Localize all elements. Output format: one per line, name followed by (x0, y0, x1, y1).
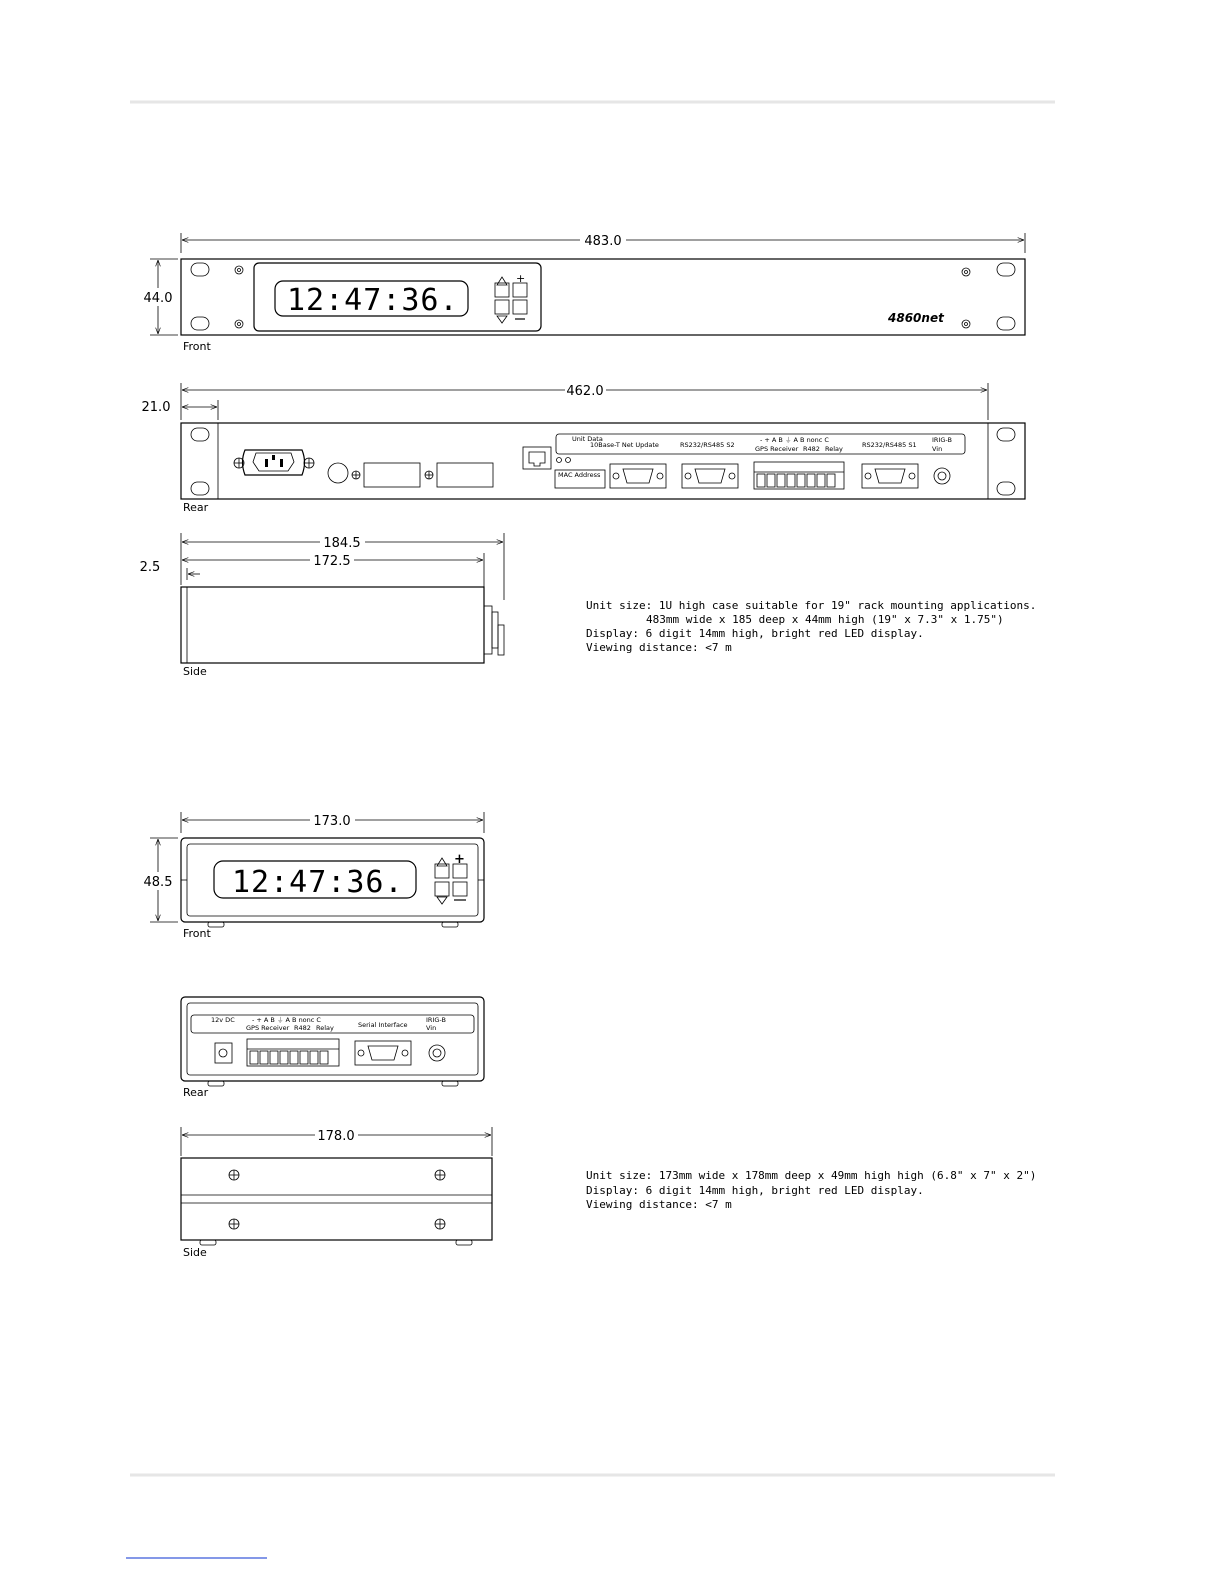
screw-icon (235, 266, 243, 274)
rack-spec-block (586, 599, 1036, 654)
desk-spec-block (586, 1169, 1036, 1211)
rack-side-view (140, 533, 504, 678)
up-arrow-icon (497, 277, 507, 285)
led-time: 12:47:36. (287, 283, 459, 318)
foot (200, 1240, 216, 1245)
rack-side-body (181, 587, 484, 663)
blank-plate (364, 463, 420, 487)
blank-plate (437, 463, 493, 487)
rear-offset-dim: 21.0 (141, 400, 171, 415)
db9-port (355, 1041, 411, 1065)
relay-label: Relay (825, 445, 843, 453)
foot (208, 1081, 224, 1086)
desk-height-dim: 48.5 (143, 875, 173, 890)
status-led (557, 458, 562, 463)
plus-icon: + (454, 852, 465, 867)
down-arrow-icon (437, 897, 447, 904)
screw-icon (229, 1170, 239, 1180)
foot (442, 1081, 458, 1086)
mount-slot (191, 482, 209, 495)
minus-button (513, 300, 527, 314)
rack-spec-line: Unit size: 1U high case suitable for 19" rack mounting applications. (586, 599, 1037, 612)
status-led (566, 458, 571, 463)
desk-side-case (181, 1158, 492, 1240)
rs-s2-label: RS232/RS485 S2 (680, 441, 735, 449)
foot (442, 922, 458, 927)
desk-rear-label: Rear (183, 1086, 209, 1099)
dc-jack (215, 1043, 232, 1063)
bnc-connector (934, 468, 950, 484)
terminal-block (247, 1039, 339, 1066)
desk-side-label: Side (183, 1246, 207, 1259)
screw-icon (304, 458, 314, 468)
model-name: 4860net (888, 311, 944, 325)
plus-button (513, 283, 527, 297)
minus-button (453, 882, 467, 896)
terminals-label: - + A B ⏚ A B nonc C (252, 1016, 321, 1024)
side-depth-dim: 184.5 (323, 536, 361, 551)
screw-icon (962, 268, 970, 276)
irig-label: IRIG-B (426, 1016, 446, 1024)
desk-spec-line: Viewing distance: <7 m (586, 1198, 732, 1211)
terminal-block (754, 462, 844, 489)
rack-side-label: Side (183, 665, 207, 678)
rack-rear-view (142, 383, 1025, 514)
screw-icon (234, 458, 244, 468)
mount-slot (191, 428, 209, 441)
irig-label: IRIG-B (932, 436, 952, 444)
unit-data-label: Unit Data (572, 435, 603, 443)
fuse-holder (328, 463, 348, 483)
down-arrow-icon (497, 316, 507, 323)
screw-icon (962, 320, 970, 328)
rack-spec-line: Viewing distance: <7 m (586, 641, 732, 654)
side-offset-dim: 2.5 (139, 560, 161, 575)
r482-label: R482 (803, 445, 820, 453)
rack-front-view (144, 233, 1025, 353)
serial-label: Serial Interface (358, 1021, 408, 1029)
mount-slot (997, 263, 1015, 276)
screw-icon (435, 1219, 445, 1229)
desk-width-dim: 173.0 (313, 814, 351, 829)
rack-height-dim: 44.0 (143, 291, 173, 306)
rack-spec-line: Display: 6 digit 14mm high, bright red LED display. (586, 627, 924, 640)
desk-spec-line: Display: 6 digit 14mm high, bright red LED display. (586, 1184, 924, 1197)
desk-front-label: Front (183, 927, 211, 940)
mount-slot (191, 317, 209, 330)
terminals-label: - + A B ⏚ A B nonc C (760, 436, 829, 444)
db9-port (610, 464, 666, 488)
mount-slot (997, 428, 1015, 441)
rear-width-dim: 462.0 (566, 384, 604, 399)
desk-side-view (181, 1127, 492, 1259)
mac-address-label: MAC Address (558, 471, 601, 479)
relay-label: Relay (316, 1024, 334, 1032)
desk-spec-line: Unit size: 173mm wide x 178mm deep x 49mm high high (6.8" x 7" x 2") (586, 1169, 1037, 1182)
plus-icon: + (516, 272, 526, 285)
rack-front-label: Front (183, 340, 211, 353)
side-depth-inner-dim: 172.5 (313, 554, 351, 569)
gps-label: GPS Receiver (246, 1024, 290, 1032)
desk-rear-view (181, 997, 484, 1099)
gps-label: GPS Receiver (755, 445, 799, 453)
rack-spec-line: 483mm wide x 185 deep x 44mm high (19" x 7.3" x 1.75") (646, 613, 1004, 626)
net-update-label: 10Base-T Net Update (590, 441, 659, 449)
power-label: 12v DC (211, 1016, 235, 1024)
screw-icon (352, 471, 360, 479)
bnc-connector (429, 1045, 445, 1061)
mount-slot (997, 317, 1015, 330)
mount-slot (997, 482, 1015, 495)
foot (456, 1240, 472, 1245)
rack-rear-label: Rear (183, 501, 209, 514)
screw-icon (229, 1219, 239, 1229)
desk-front-view (144, 812, 484, 940)
irig-vin-label: Vin (426, 1024, 437, 1032)
mount-slot (191, 263, 209, 276)
screw-icon (435, 1170, 445, 1180)
r482-label: R482 (294, 1024, 311, 1032)
down-button (435, 882, 449, 896)
rack-width-dim: 483.0 (584, 234, 622, 249)
desk-depth-dim: 178.0 (317, 1129, 355, 1144)
screw-icon (425, 471, 433, 479)
rs-s1-label: RS232/RS485 S1 (862, 441, 917, 449)
desk-led-time: 12:47:36. (232, 865, 404, 900)
db9-port (682, 464, 738, 488)
irig-vin-label: Vin (932, 445, 943, 453)
db9-port (862, 464, 918, 488)
up-arrow-icon (437, 858, 447, 866)
down-button (495, 300, 509, 314)
screw-icon (235, 320, 243, 328)
